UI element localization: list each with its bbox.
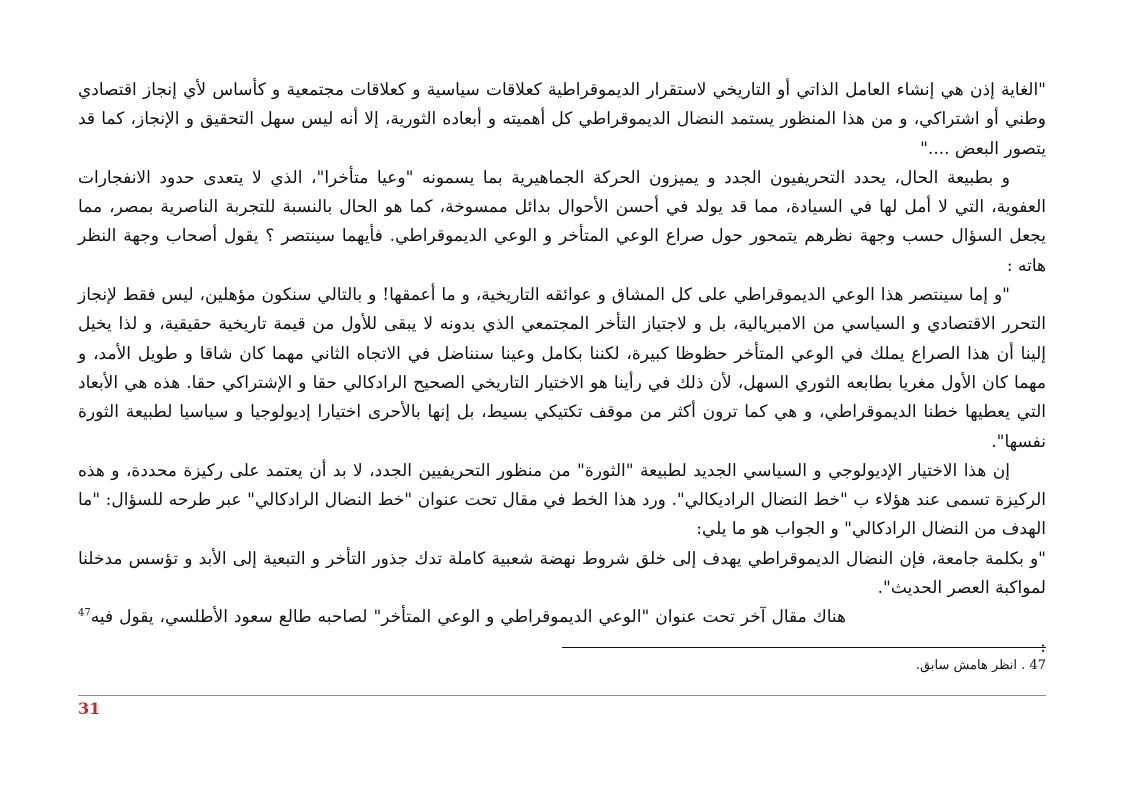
paragraph-quote-2: "و إما سينتصر هذا الوعي الديموقراطي على كل المشاق و عوائقه التاريخية، و ما أعمقها! و بالتالي سنكون مؤهلين، ليس فقط لإنجاز التحرر الاقتصادي و السياسي من الامبريالية، بل و لاجتياز التأخر المجتمعي الذي بدونه لا يبقى للأول من قيمة تاريخية حقيقية، و لذا يخيل إلينا أن هذا الصراع يملك في الوعي المتأخر حظوظا كبيرة، لكننا بكامل وعينا سنناضل في الاتجاه الثاني مهما كان شاقا و طويل الأمد، و مهما كان الأول مغريا بطابعه الثوري السهل، لأن ذلك في رأينا هو الاختيار التاريخي الصحيح الرادكالي حقا و الإشتراكي حقا. هذه هي الأبعاد التي يعطيها خطنا الديموقراطي، و هي كما ترون أكثر من موقف تكتيكي بسيط، بل إنها بالأحرى اختيارا إديولوجيا و سياسيا لطبيعة الثورة نفسها". <box>78 285 1046 452</box>
paragraph-6-colon: : <box>1040 636 1046 657</box>
paragraph-6 <box>78 603 1046 662</box>
footnote-reference[interactable]: 47 <box>78 607 91 619</box>
page-number: 31 <box>78 699 101 718</box>
body-text <box>78 76 1046 662</box>
paragraph-quote-3: "و بكلمة جامعة، فإن النضال الديموقراطي يهدف إلى خلق شروط نهضة شعبية كاملة تدك جذور التأخر و التبعية إلى الأبد و تؤسس مدخلنا لمواكبة العصر الحديث". <box>78 548 1046 599</box>
footnote-number: 47 <box>1029 658 1046 673</box>
paragraph-2: و بطبيعة الحال، يحدد التحريفيون الجدد و يميزون الحركة الجماهيرية بما يسمونه "وعيا متأخرا"، الذي لا يتعدى حدود الانفجارات العفوية، التي لا أمل لها في السيادة، مما قد يولد في أحسن الأحوال بدائل ممسوخة، كما هو الحال بالنسبة للتجربة الناصرية بمصر، مما يجعل السؤال حسب وجهة نظرهم يتمحور حول صراع الوعي المتأخر و الوعي الديموقراطي. فأيهما سينتصر ؟ يقول أصحاب وجهة النظر هاته : <box>78 167 1046 276</box>
paragraph-6-text: هناك مقال آخر تحت عنوان "الوعي الديموقراطي و الوعي المتأخر" لصاحبه طالع سعود الأطلسي، يقول فيه <box>90 607 846 628</box>
paragraph-quote-1: "الغاية إذن هي إنشاء العامل الذاتي أو التاريخي لاستقرار الديموقراطية كعلاقات سياسية و كعلاقات مجتمعية و كأساس لأي إنجاز اقتصادي وطني أو اشتراكي، و من هذا المنظور يستمد النضال الديموقراطي كل أهميته و أبعاده الثورية، إلا أنه ليس سهل التحقيق و الإنجاز، كما قد يتصور البعض ...." <box>78 80 1046 159</box>
footnote-text: . انظر هامش سابق. <box>915 658 1026 673</box>
page-footer-rule <box>78 695 1046 696</box>
footnote <box>562 656 1046 676</box>
footnote-separator <box>562 647 1046 648</box>
paragraph-4: إن هذا الاختيار الإديولوجي و السياسي الجديد لطبيعة "الثورة" من منظور التحريفيين الجدد، لا بد أن يعتمد على ركيزة محددة، و هذه الركيزة تسمى عند هؤلاء ب "خط النضال الراديكالي". ورد هذا الخط في مقال تحت عنوان "خط النضال الرادكالي" عبر طرحه للسؤال: "ما الهدف من النضال الرادكالي" و الجواب هو ما يلي: <box>78 460 1046 540</box>
